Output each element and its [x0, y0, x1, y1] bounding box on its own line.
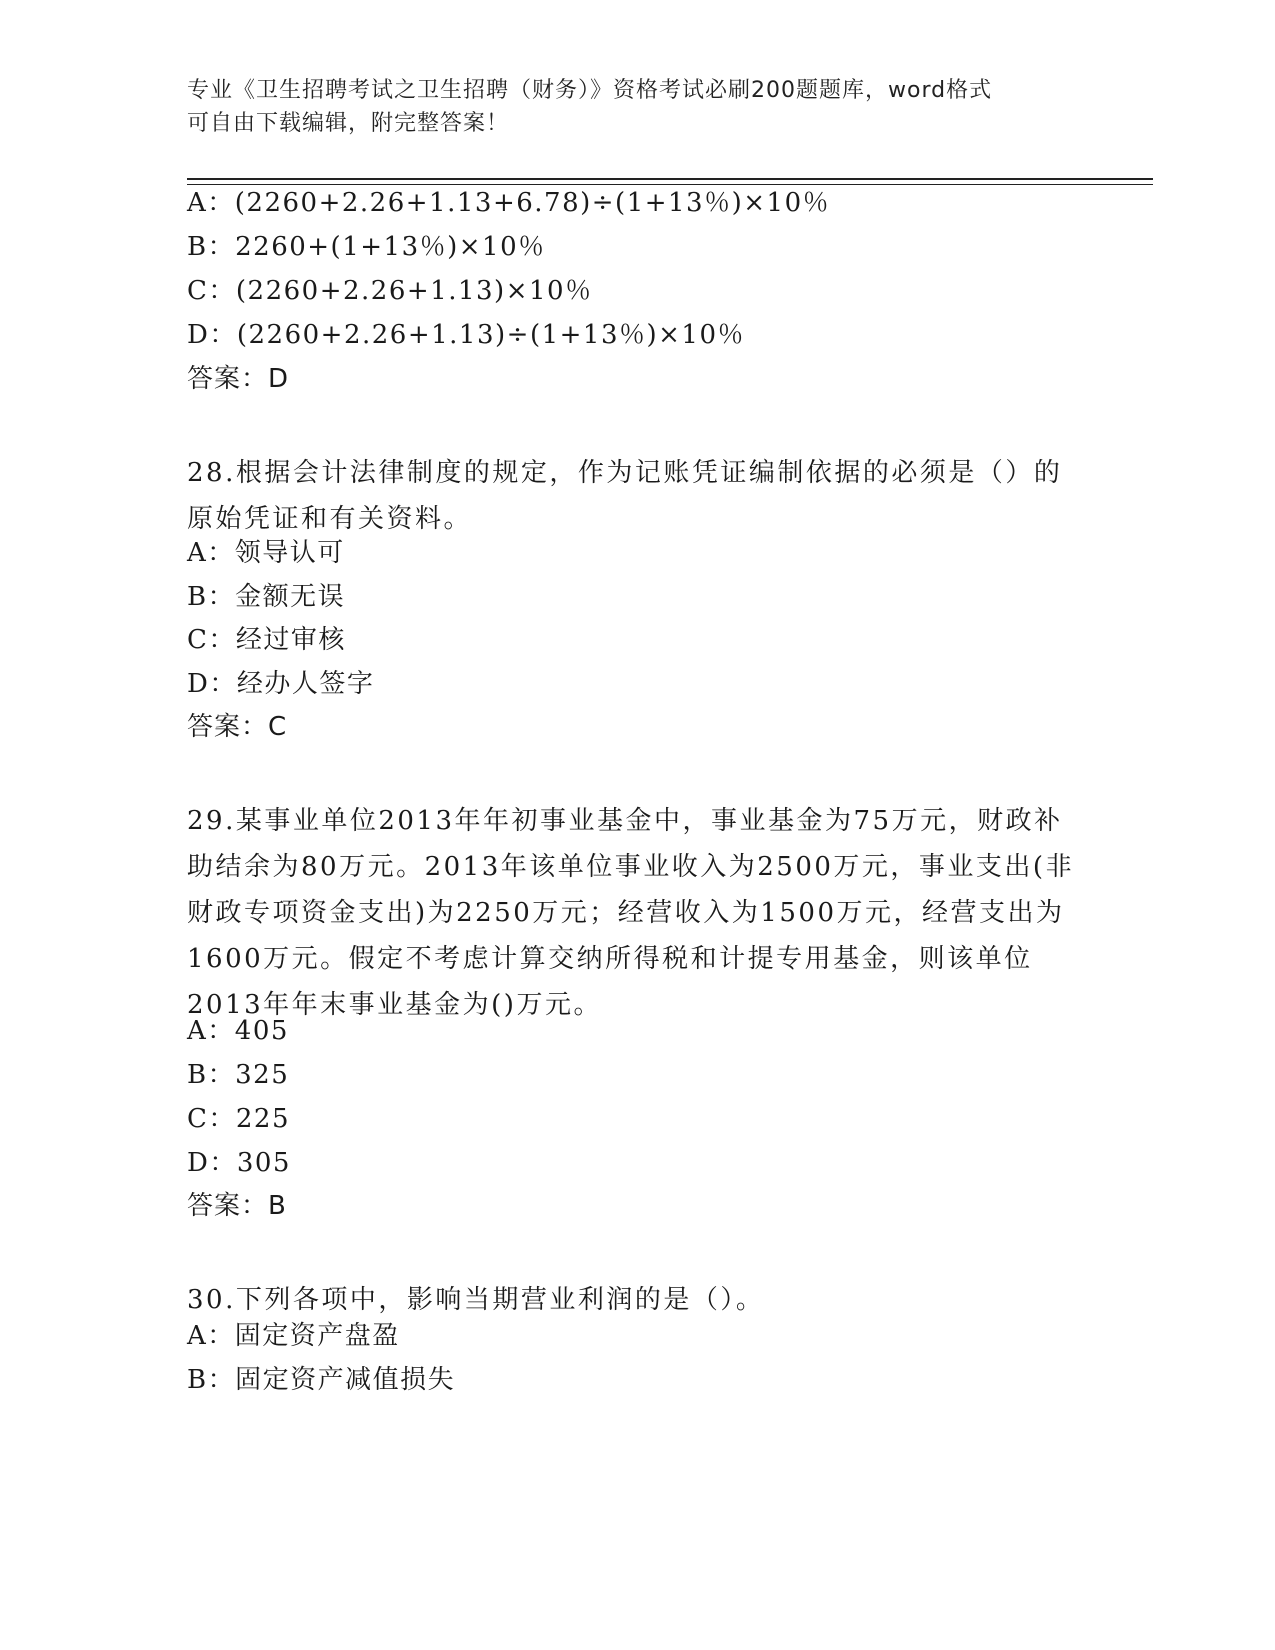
- q30-stem: [187, 1277, 1087, 1323]
- q29-stem-line-5: 2013年年末事业基金为()万元。: [187, 990, 602, 1020]
- q28-option-c: C：经过审核: [187, 625, 346, 655]
- q29-stem-line-2: 助结余为80万元。2013年该单位事业收入为2500万元，事业支出(非: [187, 852, 1075, 882]
- q28-option-d: D：经办人签字: [187, 669, 375, 699]
- q28-stem: [187, 450, 1087, 542]
- q28-stem-line-1: 28.根据会计法律制度的规定，作为记账凭证编制依据的必须是（）的: [187, 458, 1063, 488]
- q30-option-a: A：固定资产盘盈: [187, 1321, 400, 1351]
- q29-stem-line-1: 29.某事业单位2013年年初事业基金中，事业基金为75万元，财政补: [187, 806, 1063, 836]
- header-divider-thin: [187, 184, 1153, 185]
- q29-stem-line-3: 财政专项资金支出)为2250万元；经营收入为1500万元，经营支出为: [187, 898, 1065, 928]
- q29-answer: 答案：B: [187, 1191, 287, 1221]
- q27-option-a: A：(2260+2.26+1.13+6.78)÷(1+13％)×10％: [187, 188, 831, 218]
- q29-stem: [187, 798, 1087, 1028]
- header-divider: [187, 178, 1153, 180]
- q27-option-b: B：2260+(1+13％)×10％: [187, 232, 546, 262]
- q27-option-c: C：(2260+2.26+1.13)×10％: [187, 276, 593, 306]
- q27-option-d: D：(2260+2.26+1.13)÷(1+13％)×10％: [187, 320, 746, 350]
- q27-answer: 答案：D: [187, 364, 290, 394]
- header-line-2: 可自由下载编辑，附完整答案！: [187, 111, 510, 136]
- q28-option-a: A：领导认可: [187, 538, 345, 568]
- q29-option-d: D：305: [187, 1148, 291, 1178]
- q28-option-b: B：金额无误: [187, 582, 346, 612]
- document-header: [187, 74, 1087, 140]
- q29-option-b: B：325: [187, 1060, 290, 1090]
- q30-option-b: B：固定资产减值损失: [187, 1365, 456, 1395]
- q28-answer: 答案：C: [187, 712, 288, 742]
- q30-stem-line-1: 30.下列各项中，影响当期营业利润的是（）。: [187, 1285, 765, 1315]
- q28-stem-line-2: 原始凭证和有关资料。: [187, 504, 473, 534]
- q29-option-a: A：405: [187, 1016, 289, 1046]
- q29-stem-line-4: 1600万元。假定不考虑计算交纳所得税和计提专用基金，则该单位: [187, 944, 1033, 974]
- header-line-1: 专业《卫生招聘考试之卫生招聘（财务）》资格考试必刷200题题库，word格式: [187, 78, 993, 103]
- q29-option-c: C：225: [187, 1104, 291, 1134]
